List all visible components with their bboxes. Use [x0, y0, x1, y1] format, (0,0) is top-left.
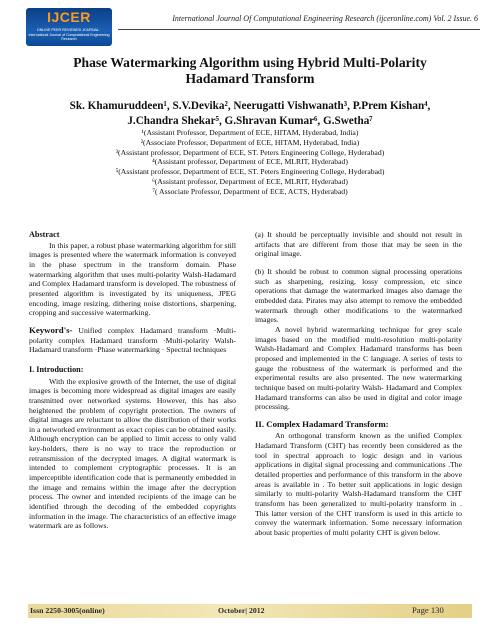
logo-title: IJCER [47, 9, 91, 25]
journal-logo [26, 8, 112, 46]
section2-heading: II. Complex Hadamard Transform: [255, 418, 389, 429]
left-column [29, 230, 236, 531]
page-label: Page [412, 605, 429, 615]
journal-header-line: International Journal Of Computational Engineering Research (ijceronline.com) Vol. 2 Issue. 6 [172, 14, 478, 23]
keywords-text: Unified complex Hadamard transform ·Multi-polarity complex Hadamard transform ·Multi-polarity Walsh-Hadamard transform ·Phase watermarking · Spectral techniques [29, 325, 236, 355]
keywords-label: Keyword's- [29, 324, 73, 335]
paper-title: Phase Watermarking Algorithm using Hybrid Multi-Polarity Hadamard Transform [73, 55, 427, 86]
section2-text: An orthogonal transform known as the unified Complex Hadamard Transform (CHT) has recently been considered as the tool in spectral approach to logic design and in various applications in digital signal processing and communications .The detailed properties and performance of this transform in the above areas is available in . To better suit applications in logic design similarly to multi-polarity Walsh-Hadamard transform the CHT transform has been generalized to multi-polarity transform in . This latter version of the CHT transform is used in this article to convey the watermark information. Some necessary information about basic properties of multi polarity CHT is given below. [255, 431, 462, 538]
right-column [255, 230, 462, 538]
intro-heading: I. Introduction: [29, 364, 84, 374]
author-list [40, 99, 460, 128]
author-line: J.Chandra Shekar⁵, G.Shravan Kumar⁶, G.Swetha⁷ [127, 114, 373, 127]
novel-technique-paragraph: A novel hybrid watermarking technique for grey scale images based on the modified multi-resolution multi-polarity Walsh-Hadamard and Complex Hadamard transforms has been proposed and implemented in the C language. A series of tests to gauge the robustness of the watermark is performed and the experimental results are also presented. The new watermarking technique based on multi-polarity Walsh- Hadamard and Complex Hadamard transforms can also be used in digital and color image processing. [255, 324, 462, 412]
author-line: Sk. Khamuruddeen¹, S.V.Devika², Neerugatti Vishwanath³, P.Prem Kishan⁴, [69, 100, 431, 112]
footer-page [412, 605, 444, 615]
abstract-heading: Abstract [29, 230, 60, 239]
affiliation-list [30, 128, 470, 197]
logo-subtitle: ONLINE PEER REVIEWED JOURNAL · International Journal of Computational Engineering Research [28, 28, 110, 42]
keywords-paragraph [29, 326, 236, 355]
affiliation: ⁵(Assistant professor, Department of ECE, ST. Peters Engineering College, Hyderabad) [115, 167, 385, 177]
footer-issn: Issn 2250-3005(online) [30, 606, 105, 615]
page-number: 130 [430, 605, 444, 615]
affiliation: ¹(Assistant Professor, Department of ECE, HITAM, Hyderabad, India) [141, 128, 359, 137]
watermark-property-b: (b) It should be robust to common signal processing operations such as sharpening, resizing, lossy compression, etc since operations that damage the watermarked images also damage the embedded data. Pirates may also attempt to remove the embedded watermark through other modifications to the watermarked images. [255, 266, 462, 325]
watermark-property-a: (a) It should be perceptually invisible and should not result in artifacts that are different from those that may be seen in the original image. [255, 230, 462, 259]
affiliation: ⁷( Associate Professor, Department of ECE, ACTS, Hyderabad) [152, 186, 348, 196]
intro-text: With the explosive growth of the Internet, the use of digital images is becoming more widespread as digital images are easily transmitted over networked systems. However, this has also heightened the problem of copyright protection. The owners of digital images are reluctant to allow the distribution of their works in a networked environment as exact copies can be obtained easily. Although encryption can be applied to limit access to only valid key-holders, there is no way to trace the reproduction or retransmission of the decrypted images. A digital watermark is intended to complement cryptographic processes. It is an imperceptible identification code that is permanently embedded in the image and remains within the image after the decryption process. The owner and intended recipients of the image can be identified through the decoding of the embedded copyrights information in the image. The characteristics of an effective image watermark are as follows. [29, 376, 236, 531]
abstract-text: In this paper, a robust phase watermarking algorithm for still images is presented where the watermark information is conveyed in the phase spectrum in the transform domain. Phase watermarking algorithm that uses multi-polarity Walsh-Hadamard and Complex Hadamard transform is developed. The robustness of presented algorithm is investigated by its uniqueness, JPEG encoding, image resizing, dithering noise distortions, sharpening, cropping and successive watermarking. [29, 240, 236, 318]
affiliation: ⁶(Assistant professor, Department of ECE, MLRIT, Hyderabad) [152, 176, 348, 186]
affiliation: ³(Assistant professor, Department of ECE, ST. Peters Engineering College, Hyderabad) [115, 147, 385, 157]
header-divider [118, 29, 480, 30]
footer-date: October| 2012 [218, 606, 265, 615]
affiliation: ²(Associate Professor, Department of ECE, HITAM, Hyderabad, India) [140, 137, 360, 147]
affiliation: ⁴(Assistant professor, Department of ECE, MLRIT, Hyderabad) [152, 157, 348, 167]
